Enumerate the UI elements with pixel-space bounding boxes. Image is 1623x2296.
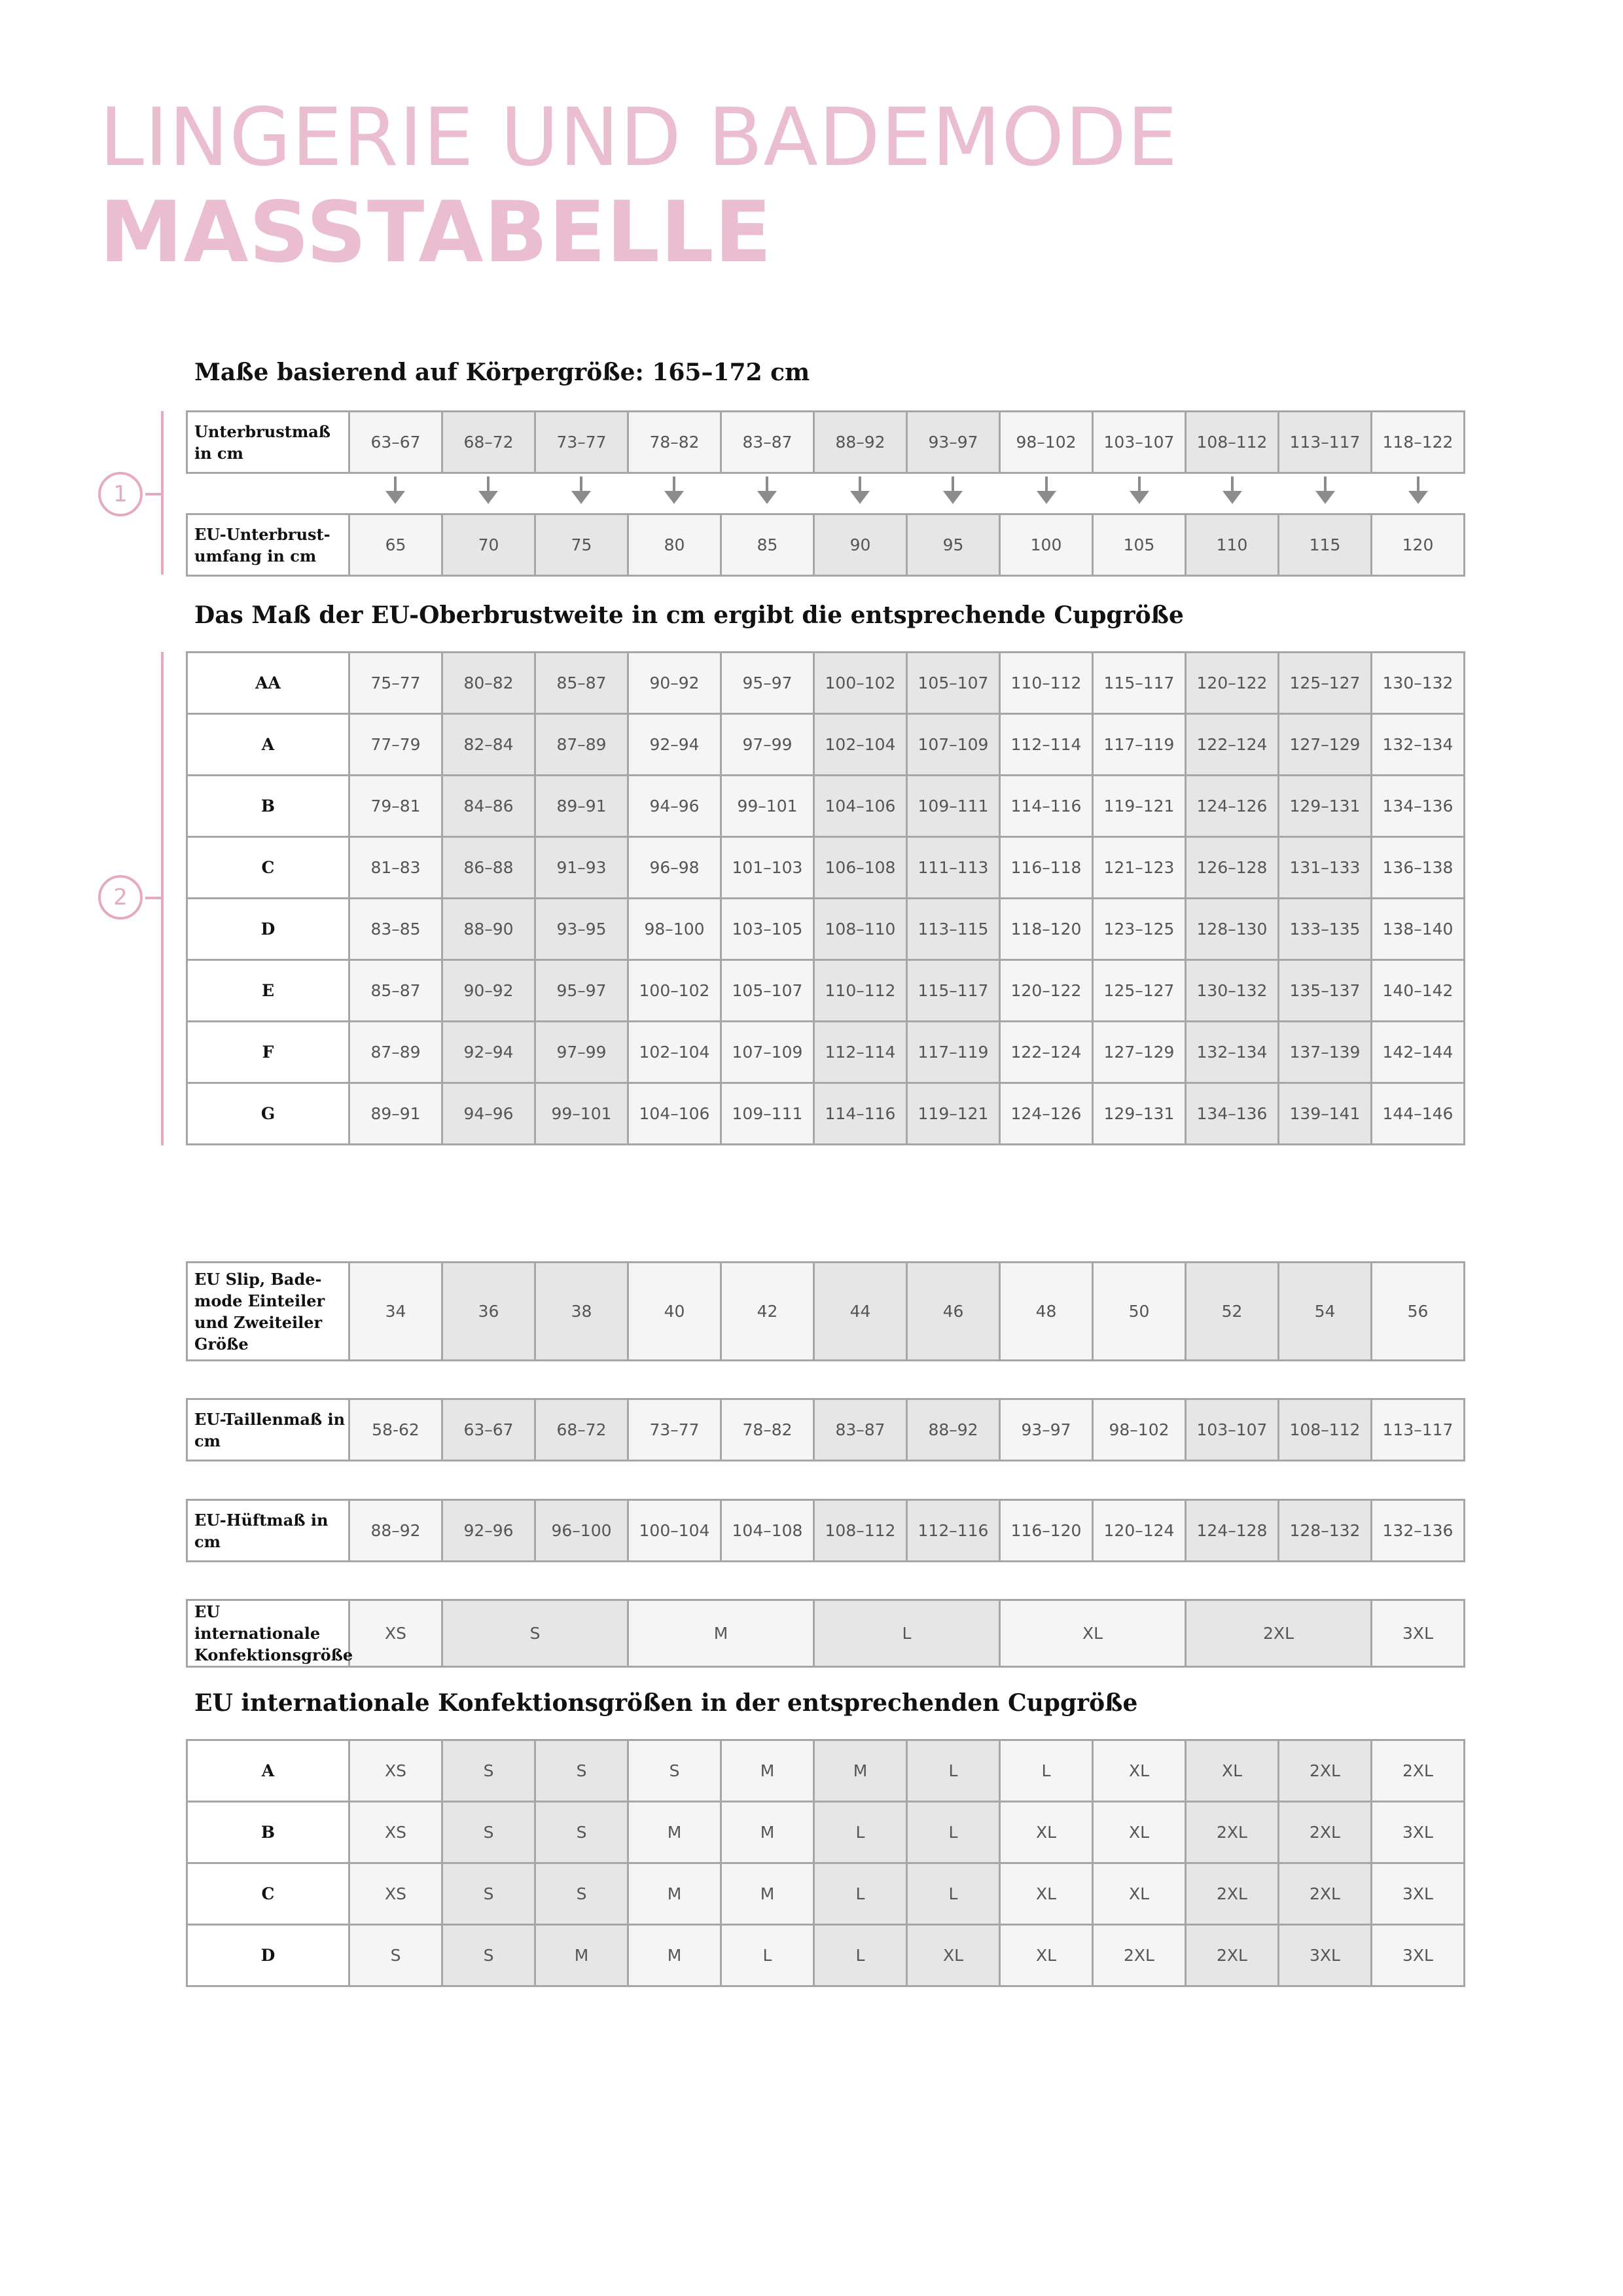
cup-size-table	[186, 651, 1465, 1145]
size-cell: L	[814, 1600, 1000, 1667]
table-cell: 144–146	[1372, 1083, 1465, 1145]
table-cell: 140–142	[1372, 960, 1465, 1022]
table-cell: 108–112	[1186, 412, 1279, 473]
table-cell: 116–120	[1000, 1500, 1093, 1562]
size-cell: M	[628, 1600, 814, 1667]
table-cell: 113–117	[1372, 1399, 1465, 1461]
table-cell: 99–101	[721, 776, 814, 837]
table-cell: XL	[1093, 1740, 1186, 1802]
table-cell: 88–90	[442, 899, 535, 960]
table-cell: 63–67	[442, 1399, 535, 1461]
table-cell: 106–108	[814, 837, 907, 899]
table-cell: 100	[1000, 514, 1093, 576]
table-cell: XS	[349, 1740, 442, 1802]
table-cell: 135–137	[1279, 960, 1372, 1022]
table-cell: 117–119	[1093, 714, 1186, 776]
table-cell: 107–109	[721, 1022, 814, 1083]
table-cell: 119–121	[907, 1083, 1000, 1145]
section1-bracket-tick	[145, 493, 164, 495]
table-cell: XS	[349, 1802, 442, 1863]
table-cell: 134–136	[1186, 1083, 1279, 1145]
row-label: AA	[187, 653, 349, 714]
table-cell: XL	[1186, 1740, 1279, 1802]
row-label: C	[187, 837, 349, 899]
table-cell: 78–82	[721, 1399, 814, 1461]
table-cell: 95	[907, 514, 1000, 576]
arrow-down-icon	[1186, 473, 1279, 509]
row-label: EU-Hüftmaß in cm	[187, 1500, 349, 1562]
table-cell: 132–134	[1372, 714, 1465, 776]
table-cell: 65	[349, 514, 442, 576]
section2-bracket-tick	[145, 897, 164, 899]
arrow-down-icon	[906, 473, 999, 509]
table-cell: 93–95	[535, 899, 628, 960]
page-subtitle: MASSTABELLE	[99, 184, 773, 281]
table-cell: 132–136	[1372, 1500, 1465, 1562]
table-cell: L	[907, 1863, 1000, 1925]
table-cell: 2XL	[1093, 1925, 1186, 1986]
table-cell: 108–112	[814, 1500, 907, 1562]
table-cell: 123–125	[1093, 899, 1186, 960]
table-row	[187, 1500, 1465, 1562]
table-cell: 109–111	[721, 1083, 814, 1145]
table-cell: 80	[628, 514, 721, 576]
table-cell: 46	[907, 1263, 1000, 1361]
table-row	[187, 960, 1465, 1022]
row-label: D	[187, 899, 349, 960]
table-row	[187, 1083, 1465, 1145]
table-cell: 136–138	[1372, 837, 1465, 899]
table-cell: 2XL	[1279, 1740, 1372, 1802]
arrow-down-icon	[1000, 473, 1093, 509]
table-row	[187, 1600, 1465, 1667]
table-cell: 101–103	[721, 837, 814, 899]
row-label: B	[187, 1802, 349, 1863]
table-row	[187, 837, 1465, 899]
arrow-down-icon	[721, 473, 813, 509]
table-row	[187, 514, 1465, 576]
table-cell: 75–77	[349, 653, 442, 714]
table-row	[187, 1263, 1465, 1361]
row-label: EU Slip, Bade-mode Einteiler und Zweiteiler Größe	[187, 1263, 349, 1361]
row-label: A	[187, 1740, 349, 1802]
table-cell: 112–116	[907, 1500, 1000, 1562]
table-cell: M	[628, 1863, 721, 1925]
table-cell: 44	[814, 1263, 907, 1361]
table-cell: 87–89	[349, 1022, 442, 1083]
table-cell: 98–102	[1000, 412, 1093, 473]
table-cell: 127–129	[1093, 1022, 1186, 1083]
table-cell: 77–79	[349, 714, 442, 776]
table-cell: S	[442, 1925, 535, 1986]
table-cell: 137–139	[1279, 1022, 1372, 1083]
table-cell: M	[628, 1925, 721, 1986]
table-row	[187, 412, 1465, 473]
table-cell: 79–81	[349, 776, 442, 837]
table-cell: 92–96	[442, 1500, 535, 1562]
table-cell: 104–106	[814, 776, 907, 837]
conversion-arrows	[349, 473, 1465, 509]
section2-heading: Das Maß der EU-Oberbrustweite in cm ergibt die entsprechende Cupgröße	[194, 601, 1184, 629]
table-cell: 100–102	[814, 653, 907, 714]
table-cell: 70	[442, 514, 535, 576]
size-cell: S	[442, 1600, 628, 1667]
table-cell: 128–130	[1186, 899, 1279, 960]
row-label: EU internationale Konfektionsgröße	[187, 1600, 349, 1667]
table-cell: 104–106	[628, 1083, 721, 1145]
table-cell: 115–117	[907, 960, 1000, 1022]
table-cell: 112–114	[814, 1022, 907, 1083]
size-cell: 3XL	[1372, 1600, 1465, 1667]
table-cell: 108–110	[814, 899, 907, 960]
table-cell: 105	[1093, 514, 1186, 576]
table-cell: 120–122	[1000, 960, 1093, 1022]
table-cell: 122–124	[1186, 714, 1279, 776]
table-cell: 121–123	[1093, 837, 1186, 899]
table-cell: 3XL	[1372, 1925, 1465, 1986]
table-cell: 89–91	[349, 1083, 442, 1145]
table-cell: 96–100	[535, 1500, 628, 1562]
table-cell: 97–99	[535, 1022, 628, 1083]
size-cell: 2XL	[1186, 1600, 1372, 1667]
table-row	[187, 899, 1465, 960]
table-cell: 84–86	[442, 776, 535, 837]
table-cell: 112–114	[1000, 714, 1093, 776]
arrow-down-icon	[1093, 473, 1186, 509]
page-title: LINGERIE UND BADEMODE	[99, 91, 1179, 184]
table-cell: 2XL	[1186, 1802, 1279, 1863]
table-cell: 95–97	[721, 653, 814, 714]
table-cell: 87–89	[535, 714, 628, 776]
table-cell: XL	[1000, 1802, 1093, 1863]
table-cell: 50	[1093, 1263, 1186, 1361]
table-cell: 109–111	[907, 776, 1000, 837]
table-cell: S	[442, 1740, 535, 1802]
table-row	[187, 1740, 1465, 1802]
size-cell: XS	[349, 1600, 442, 1667]
row-label: Unterbrustmaß in cm	[187, 412, 349, 473]
table-cell: L	[814, 1863, 907, 1925]
table-cell: 63–67	[349, 412, 442, 473]
table-cell: 142–144	[1372, 1022, 1465, 1083]
arrow-down-icon	[349, 473, 442, 509]
table-cell: 2XL	[1186, 1863, 1279, 1925]
table-cell: M	[535, 1925, 628, 1986]
table-cell: 113–117	[1279, 412, 1372, 473]
table-cell: 130–132	[1372, 653, 1465, 714]
arrow-down-icon	[813, 473, 906, 509]
table-cell: 85	[721, 514, 814, 576]
table-cell: S	[535, 1802, 628, 1863]
table-cell: 125–127	[1093, 960, 1186, 1022]
table-cell: M	[628, 1802, 721, 1863]
table-cell: 104–108	[721, 1500, 814, 1562]
table-cell: L	[814, 1802, 907, 1863]
table-cell: 2XL	[1372, 1740, 1465, 1802]
table-cell: 83–85	[349, 899, 442, 960]
table-cell: 102–104	[628, 1022, 721, 1083]
table-cell: 92–94	[628, 714, 721, 776]
table-cell: 48	[1000, 1263, 1093, 1361]
table-cell: 56	[1372, 1263, 1465, 1361]
table-cell: 122–124	[1000, 1022, 1093, 1083]
table-cell: S	[349, 1925, 442, 1986]
table-cell: 100–104	[628, 1500, 721, 1562]
row-label: D	[187, 1925, 349, 1986]
table-cell: 100–102	[628, 960, 721, 1022]
table-cell: 94–96	[442, 1083, 535, 1145]
arrow-down-icon	[1372, 473, 1465, 509]
table-cell: 103–107	[1093, 412, 1186, 473]
section2-marker: 2	[98, 875, 143, 920]
arrow-down-icon	[442, 473, 535, 509]
table-cell: 2XL	[1186, 1925, 1279, 1986]
table-cell: 34	[349, 1263, 442, 1361]
table-cell: 68–72	[535, 1399, 628, 1461]
table-cell: 103–105	[721, 899, 814, 960]
table-cell: 83–87	[721, 412, 814, 473]
table-cell: 88–92	[814, 412, 907, 473]
table-cell: 73–77	[535, 412, 628, 473]
intl-cup-table	[186, 1739, 1465, 1987]
table-cell: M	[721, 1740, 814, 1802]
table-cell: 131–133	[1279, 837, 1372, 899]
table-cell: 128–132	[1279, 1500, 1372, 1562]
underbust-table	[186, 410, 1465, 474]
table-cell: 130–132	[1186, 960, 1279, 1022]
slip-size-table	[186, 1261, 1465, 1361]
table-cell: L	[907, 1740, 1000, 1802]
table-cell: 42	[721, 1263, 814, 1361]
table-row	[187, 714, 1465, 776]
table-cell: 88–92	[349, 1500, 442, 1562]
table-cell: 107–109	[907, 714, 1000, 776]
table-cell: 127–129	[1279, 714, 1372, 776]
row-label: F	[187, 1022, 349, 1083]
table-cell: S	[628, 1740, 721, 1802]
arrow-down-icon	[1279, 473, 1372, 509]
table-row	[187, 776, 1465, 837]
table-row	[187, 1399, 1465, 1461]
section1-marker: 1	[98, 472, 143, 516]
table-cell: 133–135	[1279, 899, 1372, 960]
table-cell: XL	[907, 1925, 1000, 1986]
table-cell: 120–124	[1093, 1500, 1186, 1562]
arrow-down-icon	[628, 473, 721, 509]
table-cell: 90	[814, 514, 907, 576]
table-cell: S	[442, 1802, 535, 1863]
table-cell: 138–140	[1372, 899, 1465, 960]
table-cell: 97–99	[721, 714, 814, 776]
table-row	[187, 1925, 1465, 1986]
table-cell: 110–112	[1000, 653, 1093, 714]
table-cell: 2XL	[1279, 1863, 1372, 1925]
row-label: E	[187, 960, 349, 1022]
table-cell: 98–102	[1093, 1399, 1186, 1461]
table-cell: 99–101	[535, 1083, 628, 1145]
table-cell: S	[535, 1863, 628, 1925]
table-cell: 85–87	[535, 653, 628, 714]
table-cell: 36	[442, 1263, 535, 1361]
table-cell: 124–126	[1000, 1083, 1093, 1145]
table-cell: 90–92	[442, 960, 535, 1022]
table-cell: 52	[1186, 1263, 1279, 1361]
table-cell: 118–122	[1372, 412, 1465, 473]
table-cell: 2XL	[1279, 1802, 1372, 1863]
row-label: A	[187, 714, 349, 776]
table-cell: 75	[535, 514, 628, 576]
table-cell: L	[1000, 1740, 1093, 1802]
row-label: B	[187, 776, 349, 837]
table-cell: 93–97	[1000, 1399, 1093, 1461]
table-cell: 58-62	[349, 1399, 442, 1461]
table-cell: 89–91	[535, 776, 628, 837]
table-cell: 126–128	[1186, 837, 1279, 899]
table-cell: 85–87	[349, 960, 442, 1022]
table-cell: 94–96	[628, 776, 721, 837]
table-cell: XL	[1093, 1863, 1186, 1925]
table-cell: XL	[1000, 1863, 1093, 1925]
table-cell: 114–116	[1000, 776, 1093, 837]
table-cell: 98–100	[628, 899, 721, 960]
waist-table	[186, 1398, 1465, 1462]
table-row	[187, 1022, 1465, 1083]
table-cell: 116–118	[1000, 837, 1093, 899]
table-cell: 125–127	[1279, 653, 1372, 714]
table-cell: 132–134	[1186, 1022, 1279, 1083]
hip-table	[186, 1499, 1465, 1562]
table-cell: 86–88	[442, 837, 535, 899]
table-cell: 102–104	[814, 714, 907, 776]
table-cell: 117–119	[907, 1022, 1000, 1083]
table-cell: S	[535, 1740, 628, 1802]
table-cell: 105–107	[907, 653, 1000, 714]
table-cell: 115	[1279, 514, 1372, 576]
table-cell: 83–87	[814, 1399, 907, 1461]
table-cell: 88–92	[907, 1399, 1000, 1461]
row-label: EU-Unterbrust-umfang in cm	[187, 514, 349, 576]
table-cell: 134–136	[1372, 776, 1465, 837]
table-cell: 40	[628, 1263, 721, 1361]
row-label: G	[187, 1083, 349, 1145]
table-cell: 124–126	[1186, 776, 1279, 837]
table-cell: 95–97	[535, 960, 628, 1022]
table-cell: S	[442, 1863, 535, 1925]
table-cell: 93–97	[907, 412, 1000, 473]
intl-size-table	[186, 1599, 1465, 1668]
table-cell: 139–141	[1279, 1083, 1372, 1145]
section3-heading: EU internationale Konfektionsgrößen in der entsprechenden Cupgröße	[194, 1689, 1138, 1717]
table-cell: 114–116	[814, 1083, 907, 1145]
row-label: EU-Taillenmaß in cm	[187, 1399, 349, 1461]
table-cell: 68–72	[442, 412, 535, 473]
section1-heading: Maße basierend auf Körpergröße: 165–172 cm	[194, 359, 810, 386]
table-cell: 129–131	[1093, 1083, 1186, 1145]
table-cell: 38	[535, 1263, 628, 1361]
table-cell: L	[907, 1802, 1000, 1863]
table-cell: M	[721, 1863, 814, 1925]
row-label: C	[187, 1863, 349, 1925]
table-cell: 73–77	[628, 1399, 721, 1461]
table-row	[187, 1863, 1465, 1925]
table-cell: 78–82	[628, 412, 721, 473]
arrow-down-icon	[535, 473, 628, 509]
table-row	[187, 653, 1465, 714]
table-cell: 110	[1186, 514, 1279, 576]
table-cell: 110–112	[814, 960, 907, 1022]
table-cell: 82–84	[442, 714, 535, 776]
table-cell: 119–121	[1093, 776, 1186, 837]
table-cell: 103–107	[1186, 1399, 1279, 1461]
table-cell: XL	[1000, 1925, 1093, 1986]
table-cell: 92–94	[442, 1022, 535, 1083]
table-cell: 113–115	[907, 899, 1000, 960]
table-cell: 81–83	[349, 837, 442, 899]
table-cell: 108–112	[1279, 1399, 1372, 1461]
table-cell: M	[721, 1802, 814, 1863]
size-cell: XL	[1000, 1600, 1186, 1667]
eu-underbust-table	[186, 513, 1465, 577]
table-cell: 111–113	[907, 837, 1000, 899]
table-cell: 118–120	[1000, 899, 1093, 960]
table-cell: 91–93	[535, 837, 628, 899]
table-cell: 120–122	[1186, 653, 1279, 714]
table-cell: 124–128	[1186, 1500, 1279, 1562]
table-cell: 90–92	[628, 653, 721, 714]
table-cell: XS	[349, 1863, 442, 1925]
table-cell: L	[814, 1925, 907, 1986]
table-cell: 3XL	[1372, 1863, 1465, 1925]
table-cell: 3XL	[1279, 1925, 1372, 1986]
table-cell: 105–107	[721, 960, 814, 1022]
table-cell: 3XL	[1372, 1802, 1465, 1863]
table-cell: L	[721, 1925, 814, 1986]
table-cell: XL	[1093, 1802, 1186, 1863]
table-cell: 54	[1279, 1263, 1372, 1361]
table-cell: 129–131	[1279, 776, 1372, 837]
table-cell: 80–82	[442, 653, 535, 714]
table-cell: M	[814, 1740, 907, 1802]
table-cell: 96–98	[628, 837, 721, 899]
table-cell: 115–117	[1093, 653, 1186, 714]
table-cell: 120	[1372, 514, 1465, 576]
table-row	[187, 1802, 1465, 1863]
